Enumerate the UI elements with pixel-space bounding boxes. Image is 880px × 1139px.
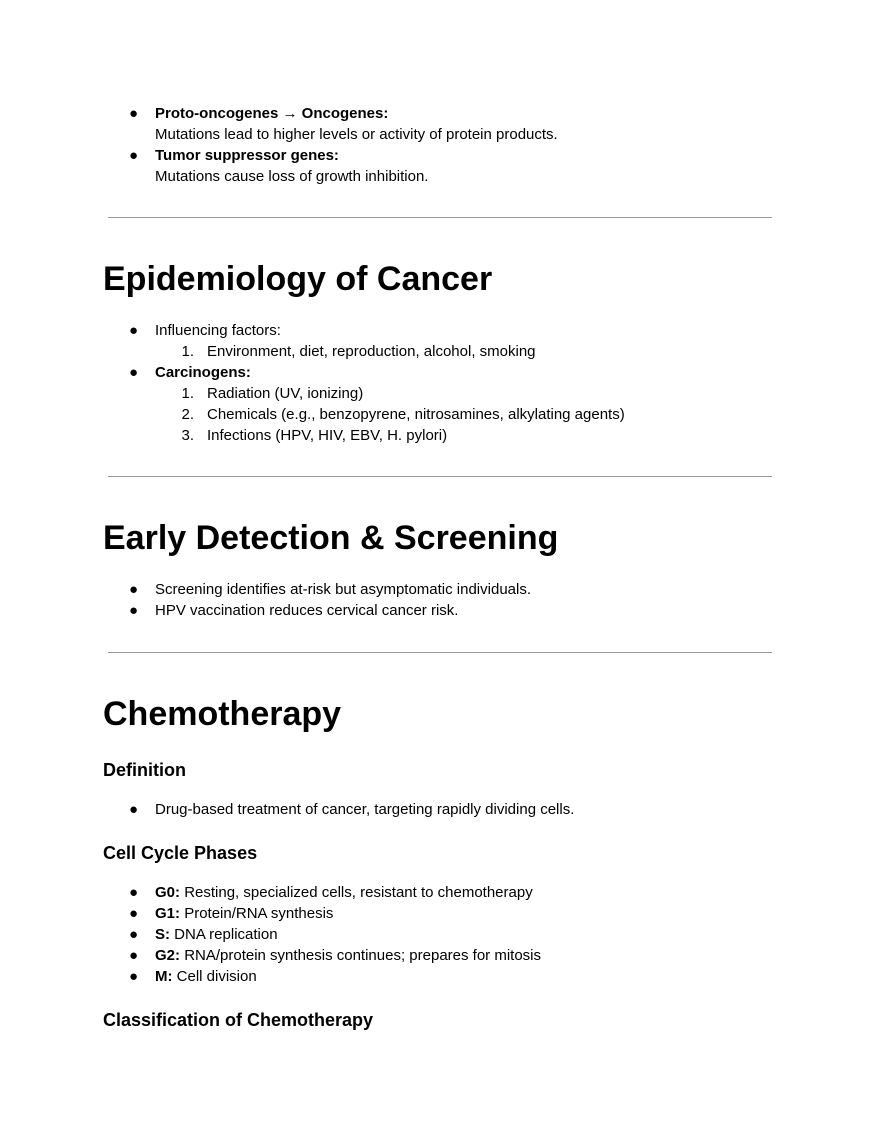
bullet-marker: ● [129, 322, 139, 339]
list-item [155, 945, 541, 966]
phase-label: G2: [155, 947, 181, 964]
bullet-marker: ● [129, 926, 139, 943]
phase-label: S: [155, 926, 170, 943]
section-divider [108, 476, 772, 477]
list-item: Screening identifies at-risk but asymptomatic individuals. [155, 581, 532, 598]
section-title-epidemiology: Epidemiology of Cancer [103, 260, 493, 298]
section-divider [108, 217, 772, 218]
section-divider [108, 652, 772, 653]
bullet-marker: ● [129, 884, 139, 901]
list-item [155, 882, 533, 903]
bullet-marker: ● [129, 905, 139, 922]
phase-label: M: [155, 968, 173, 985]
list-item-label: Proto-oncogenes → Oncogenes: [155, 105, 389, 122]
list-item-detail: Mutations lead to higher levels or activity of protein products. [155, 126, 558, 143]
numbered-item: Environment, diet, reproduction, alcohol, smoking [207, 343, 536, 360]
bullet-marker: ● [129, 581, 139, 598]
numbered-item: Chemicals (e.g., benzopyrene, nitrosamines, alkylating agents) [207, 406, 625, 423]
bullet-marker: ● [129, 968, 139, 985]
phase-label: G0: [155, 884, 181, 901]
bullet-marker: ● [129, 147, 139, 164]
bullet-marker: ● [129, 602, 139, 619]
phase-text: Resting, specialized cells, resistant to chemotherapy [184, 884, 533, 901]
phase-text: DNA replication [174, 926, 278, 943]
list-item-label: Tumor suppressor genes: [155, 147, 339, 164]
numbered-item: Radiation (UV, ionizing) [207, 385, 364, 402]
number-marker: 1. [181, 343, 194, 360]
bullet-marker: ● [129, 947, 139, 964]
list-item [155, 966, 257, 987]
subheading-classification: Classification of Chemotherapy [103, 1010, 374, 1030]
phase-text: Cell division [176, 968, 257, 985]
phase-label: G1: [155, 905, 181, 922]
subheading-definition: Definition [103, 760, 186, 780]
phase-text: RNA/protein synthesis continues; prepares for mitosis [184, 947, 542, 964]
bullet-marker: ● [129, 364, 139, 381]
bullet-marker: ● [129, 105, 139, 122]
list-item: Carcinogens: [155, 364, 251, 381]
list-item: Drug-based treatment of cancer, targeting rapidly dividing cells. [155, 801, 575, 818]
list-item-detail: Mutations cause loss of growth inhibition. [155, 168, 429, 185]
number-marker: 1. [181, 385, 194, 402]
number-marker: 3. [181, 427, 194, 444]
section-title-screening: Early Detection & Screening [103, 519, 559, 557]
list-item [155, 903, 333, 924]
list-item: Influencing factors: [155, 322, 281, 339]
subheading-cell-cycle-phases: Cell Cycle Phases [103, 843, 258, 863]
section-title-chemotherapy: Chemotherapy [103, 695, 342, 733]
list-item [155, 924, 278, 945]
list-item: HPV vaccination reduces cervical cancer risk. [155, 602, 459, 619]
number-marker: 2. [181, 406, 194, 423]
bullet-marker: ● [129, 801, 139, 818]
phase-text: Protein/RNA synthesis [184, 905, 334, 922]
numbered-item: Infections (HPV, HIV, EBV, H. pylori) [207, 427, 448, 444]
